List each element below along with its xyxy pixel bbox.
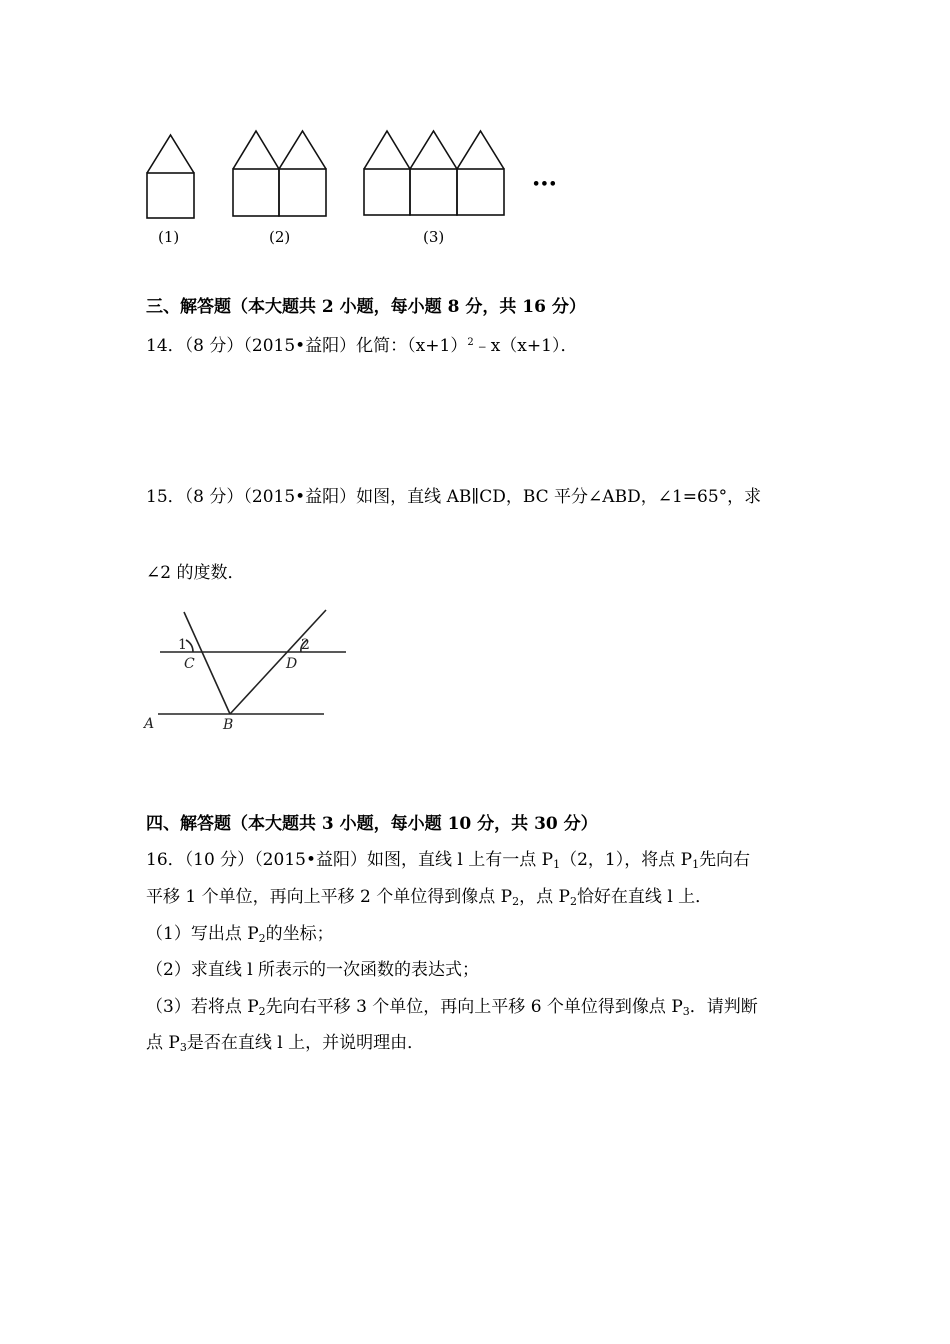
q14-points: （8 分）	[184, 336, 244, 356]
question-16-line-2	[146, 887, 712, 912]
q16-l1-sub2: 1	[692, 858, 700, 871]
q16-l2-sub2: 2	[569, 895, 577, 908]
q15-number: 15．	[146, 487, 185, 507]
house-3-roof	[364, 131, 504, 169]
q16-l2-sub1: 2	[512, 895, 520, 908]
label-point-d: D	[286, 656, 298, 672]
q15-line1: 如图，直线 AB∥CD，BC 平分∠ABD，∠1=65°，求	[356, 487, 762, 507]
q16-p3-a: （3）若将点 P	[146, 997, 259, 1017]
q16-p1-b: 的坐标；	[265, 924, 334, 944]
parallel-lines-figure	[140, 600, 360, 740]
q15-source: （2015•益阳）	[243, 487, 357, 507]
house-3a-square	[364, 169, 410, 215]
q16-part-2: （2）求直线 l 所表示的一次函数的表达式；	[146, 960, 480, 980]
house-1-square	[147, 173, 194, 218]
question-16-line-1	[146, 850, 750, 875]
figure-label-1: (1)	[158, 228, 180, 246]
q14-text-a: 化简：（x+1）	[356, 336, 468, 356]
q16-p1-sub: 2	[258, 932, 266, 945]
q16-l2-a: 平移 1 个单位，再向上平移 2 个单位得到像点 P	[146, 887, 513, 907]
q14-number: 14．	[146, 336, 185, 356]
q14-text-b: ﹣x（x+1）．	[473, 336, 578, 356]
q16-part-3	[146, 997, 758, 1022]
label-angle-2: 2	[301, 637, 310, 653]
q16-p1-a: （1）写出点 P	[146, 924, 259, 944]
house-2b-square	[279, 169, 326, 216]
house-2a-square	[233, 169, 279, 216]
figure-label-2: (2)	[269, 228, 291, 246]
q16-p3-sub2: 3	[682, 1005, 690, 1018]
section-4-heading: 四、解答题（本大题共 3 小题，每小题 10 分，共 30 分）	[146, 814, 598, 834]
q16-part-1	[146, 924, 334, 949]
question-15-line-2: ∠2 的度数．	[146, 563, 245, 583]
q16-l2-c: 恰好在直线 l 上．	[576, 887, 713, 907]
figure-label-3: (3)	[423, 228, 445, 246]
q16-p3-c: ．请判断	[689, 997, 758, 1017]
house-3b-square	[410, 169, 457, 215]
pattern-ellipsis: •••	[532, 177, 557, 192]
house-pattern-figure	[140, 125, 560, 255]
q16-p3-b: 先向右平移 3 个单位，再向上平移 6 个单位得到像点 P	[265, 997, 683, 1017]
q16-source: （2015•益阳）	[254, 850, 367, 870]
q16-l1-c: 先向右	[699, 850, 751, 870]
house-1-roof	[147, 135, 194, 173]
q16-part-3-cont	[146, 1033, 424, 1058]
q16-number: 16．	[146, 850, 185, 870]
q15-points: （8 分）	[184, 487, 244, 507]
q16-p3-sub1: 2	[258, 1005, 266, 1018]
q16-points: （10 分）	[184, 850, 255, 870]
section-3-heading: 三、解答题（本大题共 2 小题，每小题 8 分，共 16 分）	[146, 297, 586, 317]
q16-p4-sub: 3	[179, 1041, 187, 1054]
label-point-b: B	[223, 717, 234, 733]
q14-source: （2015•益阳）	[243, 336, 357, 356]
q16-p4-a: 点 P	[146, 1033, 180, 1053]
question-14	[146, 333, 577, 356]
angle-1-arc	[186, 640, 193, 652]
label-point-c: C	[184, 656, 195, 672]
q16-l1-b: （2，1），将点 P	[560, 850, 693, 870]
line-bd	[230, 610, 326, 714]
q16-l2-b: ，点 P	[519, 887, 570, 907]
q16-p4-b: 是否在直线 l 上，并说明理由．	[186, 1033, 425, 1053]
label-angle-1: 1	[178, 637, 187, 653]
q16-l1-sub1: 1	[553, 858, 561, 871]
q16-l1-a: 如图，直线 l 上有一点 P	[366, 850, 554, 870]
q14-superscript: 2	[467, 337, 474, 348]
house-3c-square	[457, 169, 504, 215]
house-2-roof	[233, 131, 326, 169]
label-point-a: A	[144, 716, 155, 732]
question-15-line-1	[146, 487, 761, 507]
